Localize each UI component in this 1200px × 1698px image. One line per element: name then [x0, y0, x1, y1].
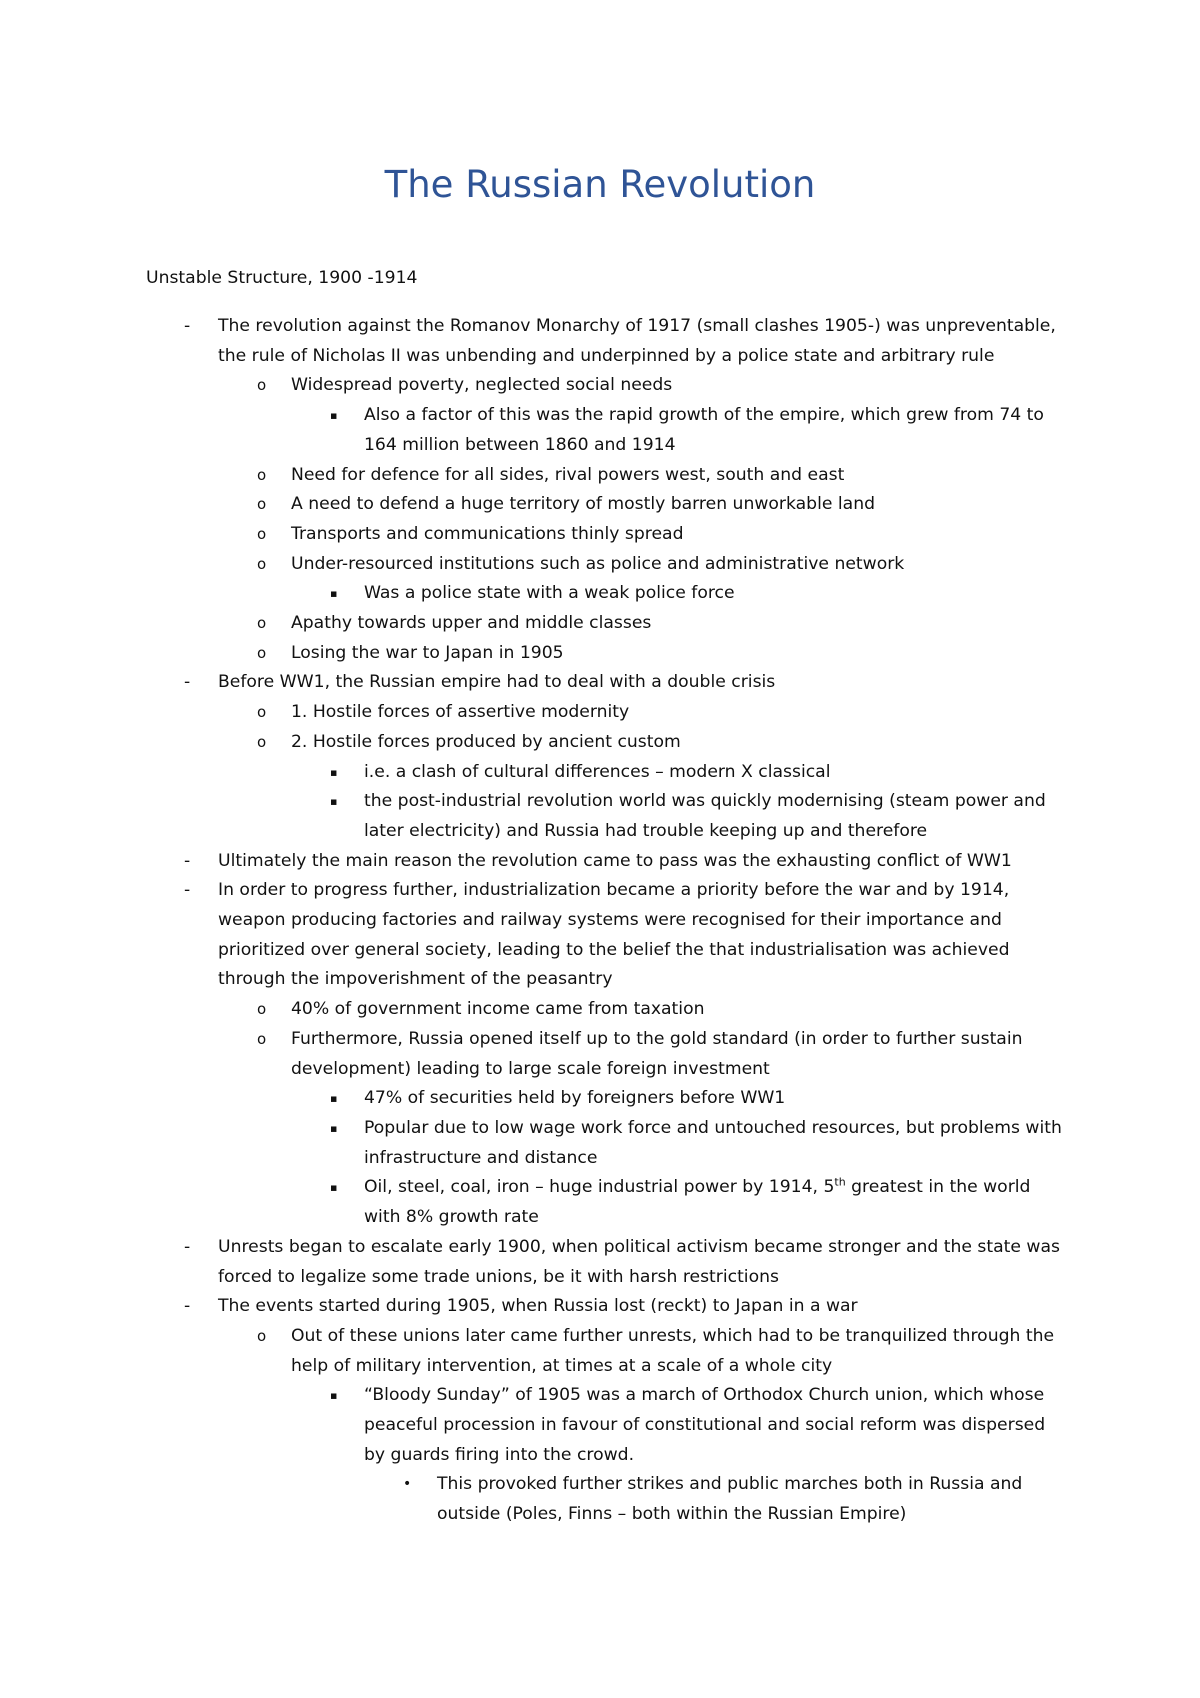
list-marker: ▪: [330, 587, 338, 601]
list-marker: ▪: [330, 1389, 338, 1403]
list-marker: -: [184, 1296, 191, 1317]
outline-item: [0, 1025, 1200, 1084]
list-marker: o: [257, 495, 267, 514]
outline-item: [0, 876, 1200, 995]
outline-item: [0, 639, 1200, 669]
list-marker: o: [257, 524, 267, 543]
list-marker: ▪: [330, 1181, 338, 1195]
outline-item-text: Need for defence for all sides, rival powers west, south and east: [291, 464, 845, 485]
outline-item: [0, 787, 1200, 846]
outline-item: [0, 520, 1200, 550]
outline-item-text: Popular due to low wage work force and untouched resources, but problems with infrastructure and distance: [364, 1117, 1062, 1168]
outline-item-text: Losing the war to Japan in 1905: [291, 642, 564, 663]
list-marker: -: [184, 880, 191, 901]
outline-item-text: “Bloody Sunday” of 1905 was a march of Orthodox Church union, which whose peaceful procession in favour of constitutional and social reform was dispersed by guards firing into the crowd.: [364, 1385, 1046, 1465]
outline-item-text: [364, 1173, 1070, 1232]
list-marker: o: [257, 703, 267, 722]
list-marker: o: [257, 643, 267, 662]
list-marker: o: [257, 614, 267, 633]
outline-item: [0, 698, 1200, 728]
outline-item: [0, 1084, 1200, 1114]
ordinal-superscript: th: [834, 1175, 846, 1189]
outline-item: [0, 312, 1200, 371]
list-marker: ▪: [330, 1121, 338, 1135]
document-title: The Russian Revolution: [384, 163, 816, 206]
outline-item-text: Under-resourced institutions such as police and administrative network: [291, 553, 905, 574]
outline-item: [0, 1292, 1200, 1322]
outline-item: [0, 490, 1200, 520]
list-marker: -: [184, 1236, 191, 1257]
outline-item: [0, 758, 1200, 788]
list-marker: ▪: [330, 795, 338, 809]
outline-item-text: Ultimately the main reason the revolution came to pass was the exhausting conflict of WW1: [218, 850, 1012, 871]
list-marker: o: [257, 465, 267, 484]
outline-item-text: 47% of securities held by foreigners before WW1: [364, 1088, 786, 1109]
outline-item: [0, 579, 1200, 609]
outline-item: [0, 1470, 1200, 1529]
outline-item-text: the post-industrial revolution world was quickly modernising (steam power and later electricity) and Russia had trouble keeping up and therefore: [364, 791, 1046, 841]
outline-item-text: Widespread poverty, neglected social needs: [291, 375, 673, 396]
outline-item: [0, 1381, 1200, 1470]
outline-item: [0, 668, 1200, 698]
section-heading: Unstable Structure, 1900 -1914: [146, 268, 418, 288]
outline-item-text: Was a police state with a weak police force: [364, 583, 735, 604]
text-segment: Oil, steel, coal, iron – huge industrial power by 1914, 5: [364, 1177, 835, 1198]
outline-item-text: In order to progress further, industrialization became a priority before the war and by 1914, weapon producing factories and railway systems were recognised for their importance and prioritized over general society, leading to the belief the that industrialisation was achieved through the impoverishment of the peasantry: [218, 880, 1010, 990]
outline-item-text: A need to defend a huge territory of mostly barren unworkable land: [291, 494, 875, 515]
list-marker: -: [184, 672, 191, 693]
outline-item: [0, 728, 1200, 758]
list-marker: o: [257, 1326, 267, 1345]
outline-item: [0, 1233, 1200, 1292]
outline-item: [0, 371, 1200, 401]
outline-item: [0, 609, 1200, 639]
list-marker: ▪: [330, 1092, 338, 1106]
outline-item-text: i.e. a clash of cultural differences – modern X classical: [364, 761, 831, 782]
outline-list: [0, 312, 1200, 1530]
outline-item-text: Transports and communications thinly spread: [291, 523, 684, 544]
text-segment: greatest in the world with 8% growth rate: [364, 1177, 1031, 1228]
outline-item-text: 1. Hostile forces of assertive modernity: [291, 702, 630, 723]
outline-item: [0, 401, 1200, 460]
list-marker: ▪: [330, 765, 338, 779]
outline-item: [0, 1322, 1200, 1381]
outline-item-text: Furthermore, Russia opened itself up to the gold standard (in order to further sustain development) leading to large scale foreign investment: [291, 1028, 1023, 1079]
outline-item-text: Before WW1, the Russian empire had to deal with a double crisis: [218, 672, 776, 693]
outline-item-text: The events started during 1905, when Russia lost (reckt) to Japan in a war: [218, 1296, 858, 1317]
outline-item-text: 40% of government income came from taxation: [291, 999, 705, 1020]
outline-item-text: Also a factor of this was the rapid growth of the empire, which grew from 74 to 164 million between 1860 and 1914: [364, 405, 1044, 455]
list-marker: o: [257, 554, 267, 573]
outline-item: [0, 1114, 1200, 1173]
outline-item: [0, 550, 1200, 580]
outline-item-text: 2. Hostile forces produced by ancient custom: [291, 731, 681, 752]
list-marker: ▪: [330, 409, 338, 423]
outline-item-text: Unrests began to escalate early 1900, when political activism became stronger and the state was forced to legalize some trade unions, be it with harsh restrictions: [218, 1236, 1060, 1287]
outline-item-text: The revolution against the Romanov Monarchy of 1917 (small clashes 1905-) was unpreventable, the rule of Nicholas II was unbending and underpinned by a police state and arbitrary rule: [218, 316, 1056, 366]
list-marker: o: [257, 376, 267, 395]
outline-item-text: Out of these unions later came further unrests, which had to be tranquilized through the help of military intervention, at times at a scale of a whole city: [291, 1325, 1055, 1376]
outline-item: [0, 995, 1200, 1025]
list-marker: •: [403, 1476, 412, 1493]
outline-item: [0, 461, 1200, 491]
list-marker: -: [184, 316, 191, 336]
list-marker: -: [184, 850, 191, 871]
list-marker: o: [257, 1000, 267, 1019]
outline-item: [0, 847, 1200, 877]
list-marker: o: [257, 1029, 267, 1048]
outline-item: [0, 1173, 1200, 1232]
outline-item-text: Apathy towards upper and middle classes: [291, 613, 652, 634]
outline-item-text: This provoked further strikes and public marches both in Russia and outside (Poles, Finns – both within the Russian Empire): [437, 1474, 1023, 1525]
list-marker: o: [257, 732, 267, 751]
